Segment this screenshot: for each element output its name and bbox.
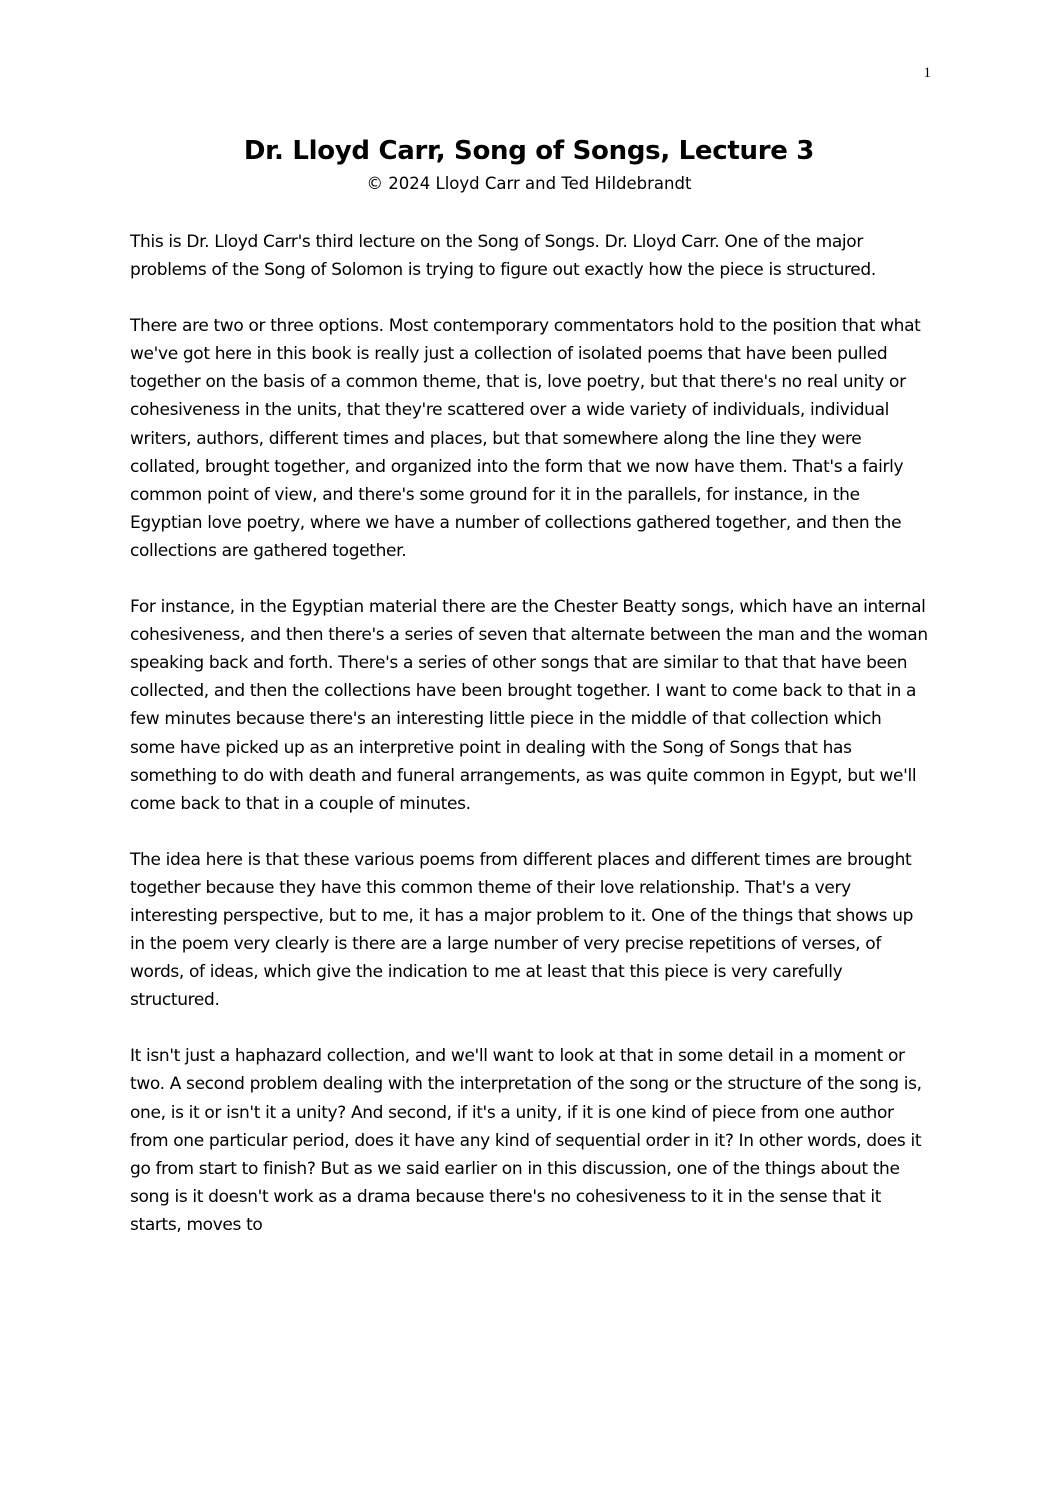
lecture-body: [130, 228, 930, 1267]
paragraph: The idea here is that these various poems from different places and different times are brought together because they have this common theme of their love relationship. That's a very interesting perspective, but to me, it has a major problem to it. One of the things that shows up in the poem very clearly is there are a large number of very precise repetitions of verses, of words, of ideas, which give the indication to me at least that this piece is very carefully structured.: [130, 849, 914, 1011]
paragraph: It isn't just a haphazard collection, and we'll want to look at that in some detail in a moment or two. A second problem dealing with the interpretation of the song or the structure of the song is, one, is it or isn't it a unity? And second, if it's a unity, if it is one kind of piece from one author from one particular period, does it have any kind of sequential order in it? In other words, does it go from start to finish? But as we said earlier on in this discussion, one of the things about the song is it doesn't work as a drama because there's no cohesiveness to it in the sense that it starts, moves to: [130, 1046, 922, 1235]
paragraph: For instance, in the Egyptian material there are the Chester Beatty songs, which have an internal cohesiveness, and then there's a series of seven that alternate between the man and the woman speaking back and forth. There's a series of other songs that are similar to that that have been collected, and then the collections have been brought together. I want to come back to that in a few minutes because there's an interesting little piece in the middle of that collection which some have picked up as an interpretive point in dealing with the Song of Songs that has something to do with death and funeral arrangements, as was quite common in Egypt, but we'll come back to that in a couple of minutes.: [130, 597, 928, 814]
paragraph: This is Dr. Lloyd Carr's third lecture on the Song of Songs. Dr. Lloyd Carr. One of the major problems of the Song of Solomon is trying to figure out exactly how the piece is structured.: [130, 232, 876, 281]
copyright-line: © 2024 Lloyd Carr and Ted Hildebrandt: [366, 174, 692, 193]
document-title: Dr. Lloyd Carr, Song of Songs, Lecture 3: [243, 136, 815, 166]
page-number: 1: [923, 65, 931, 81]
paragraph: There are two or three options. Most contemporary commentators hold to the position that what we've got here in this book is really just a collection of isolated poems that have been pulled together on the basis of a common theme, that is, love poetry, but that there's no real unity or cohesiveness in the units, that they're scattered over a wide variety of individuals, individual writers, authors, different times and places, but that somewhere along the line they were collated, brought together, and organized into the form that we now have them. That's a fairly common point of view, and there's some ground for it in the parallels, for instance, in the Egyptian love poetry, where we have a number of collections gathered together, and then the collections are gathered together.: [130, 316, 921, 561]
